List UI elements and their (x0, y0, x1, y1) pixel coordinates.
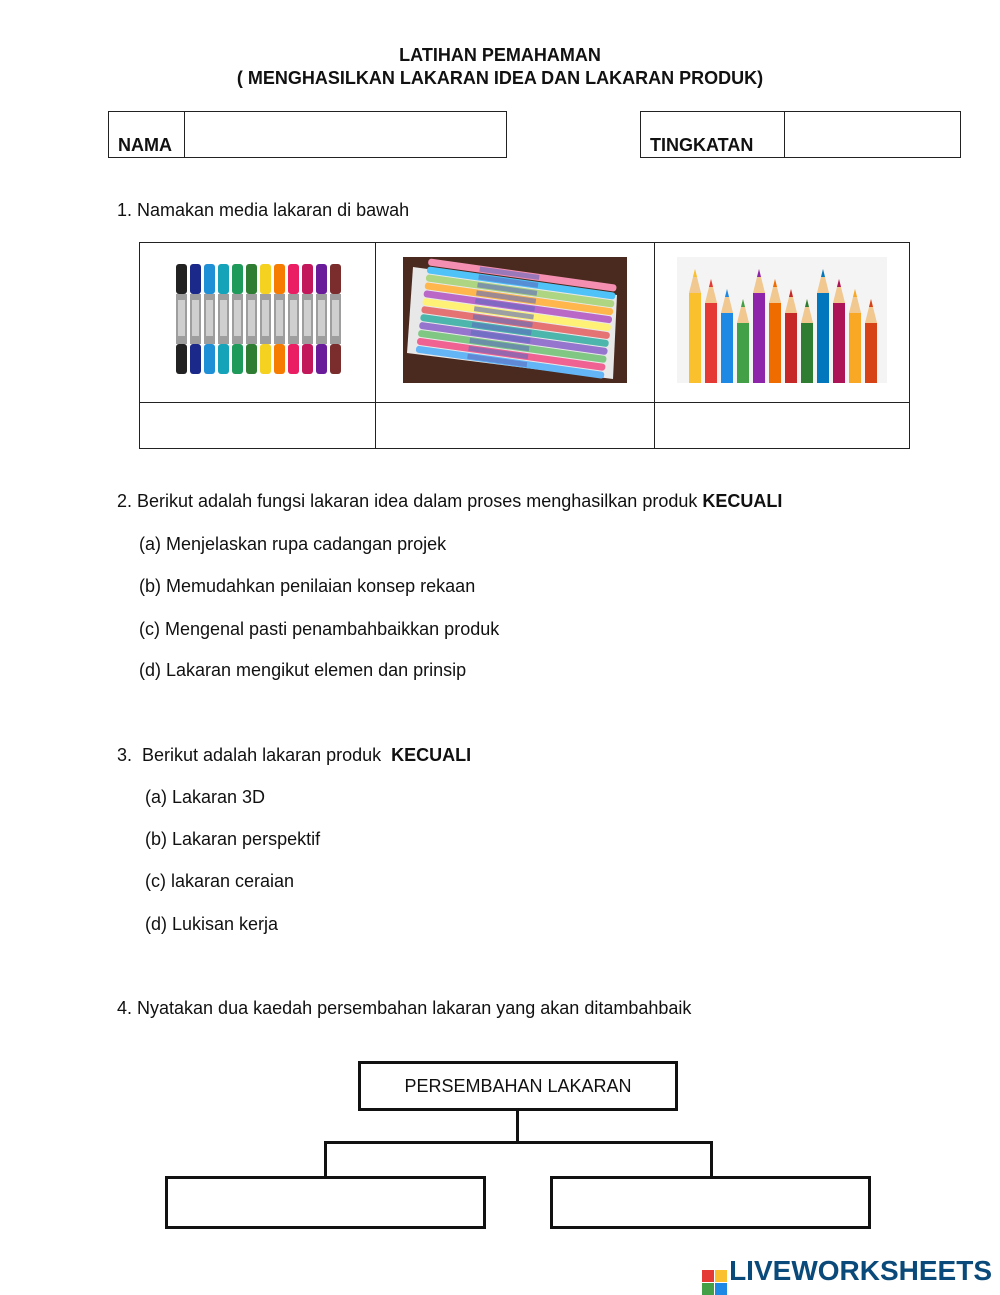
media-answer-cell-2[interactable] (376, 403, 655, 449)
marker-pen (176, 264, 187, 374)
marker-pens-image (168, 260, 348, 380)
q3-option-c[interactable]: (c) lakaran ceraian (145, 871, 295, 891)
q2-option-b[interactable]: (b) Memudahkan penilaian konsep rekaan (139, 576, 476, 596)
colour-pencil (817, 269, 829, 383)
colour-pencil (753, 269, 765, 383)
q2-option-c[interactable]: (c) Mengenal pasti penambahbaikkan produk (139, 619, 500, 639)
logo-text: LIVEWORKSHEETS (729, 1255, 992, 1286)
form-divider (784, 111, 785, 158)
question-2-emphasis: KECUALI (702, 491, 783, 511)
diagram-answer-input-2[interactable] (559, 1185, 865, 1223)
media-table (139, 242, 910, 449)
q3-option-b[interactable]: (b) Lakaran perspektif (145, 829, 321, 849)
marker-pen (190, 264, 201, 374)
diagram-connector-left (324, 1141, 327, 1177)
marker-pen (330, 264, 341, 374)
marker-pen (316, 264, 327, 374)
form-label: TINGKATAN (650, 135, 754, 155)
liveworksheets-logo (702, 1255, 992, 1295)
diagram-answer-box-2 (550, 1176, 871, 1229)
name-divider (184, 111, 185, 158)
q3-option-a[interactable]: (a) Lakaran 3D (145, 787, 266, 807)
worksheet-title: LATIHAN PEMAHAMAN (399, 45, 601, 65)
name-label: NAMA (118, 135, 172, 155)
marker-pen (302, 264, 313, 374)
question-3-emphasis: KECUALI (391, 745, 472, 765)
marker-pen (246, 264, 257, 374)
diagram-answer-input-1[interactable] (174, 1185, 480, 1223)
diagram-root-label: PERSEMBAHAN LAKARAN (404, 1075, 632, 1096)
question-2-text (117, 491, 782, 512)
diagram-root-box (358, 1061, 678, 1111)
question-3-text (117, 745, 471, 766)
marker-pen (204, 264, 215, 374)
marker-pen (218, 264, 229, 374)
marker-pen (274, 264, 285, 374)
logo-badge-icon (702, 1270, 727, 1295)
q2-option-a[interactable]: (a) Menjelaskan rupa cadangan projek (139, 534, 447, 554)
diagram-connector-right (710, 1141, 713, 1177)
marker-pen (260, 264, 271, 374)
q3-option-d[interactable]: (d) Lukisan kerja (145, 914, 279, 934)
diagram-connector-vertical (516, 1110, 519, 1143)
form-input[interactable] (790, 118, 959, 154)
q2-option-d[interactable]: (d) Lakaran mengikut elemen dan prinsip (139, 660, 467, 680)
media-answer-cell-1[interactable] (140, 403, 376, 449)
name-input[interactable] (190, 118, 504, 154)
marker-pen (288, 264, 299, 374)
worksheet-subtitle: ( MENGHASILKAN LAKARAN IDEA DAN LAKARAN PRODUK) (236, 68, 764, 88)
media-cell-2 (376, 243, 655, 403)
question-2-body: 2. Berikut adalah fungsi lakaran idea dalam proses menghasilkan produk (117, 491, 703, 511)
diagram-connector-horizontal (324, 1141, 713, 1144)
marker-pen (232, 264, 243, 374)
colour-pencils-image (677, 257, 887, 383)
question-1-text: 1. Namakan media lakaran di bawah (117, 200, 410, 220)
diagram-answer-box-1 (165, 1176, 486, 1229)
question-4-text: 4. Nyatakan dua kaedah persembahan lakaran yang akan ditambahbaik (117, 998, 692, 1018)
media-cell-1 (140, 243, 376, 403)
question-3-body: 3. Berikut adalah lakaran produk (117, 745, 392, 765)
media-cell-3 (655, 243, 910, 403)
colour-pencil (689, 269, 701, 383)
media-answer-cell-3[interactable] (655, 403, 910, 449)
oil-pastels-image (403, 257, 627, 383)
